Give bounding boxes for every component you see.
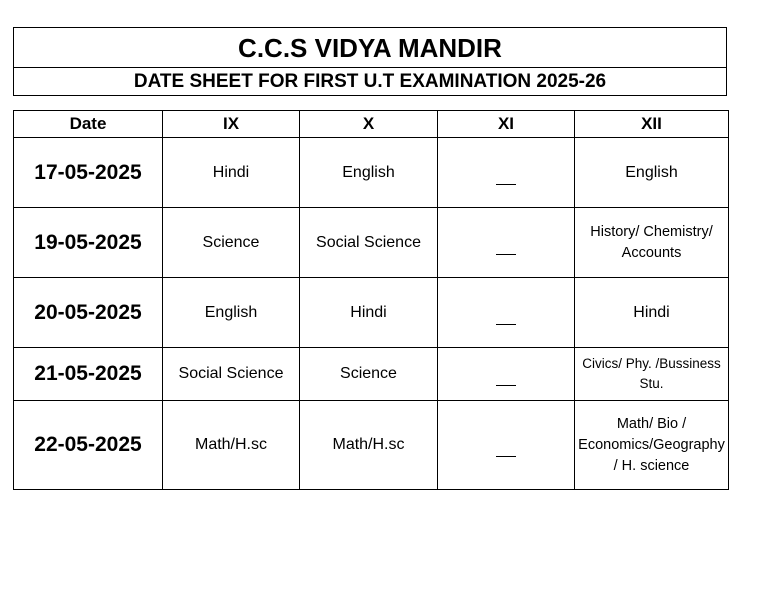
xi-subject-cell <box>438 348 575 401</box>
xii-subject-cell: Civics/ Phy. /Bussiness Stu. <box>575 348 729 401</box>
no-exam-dash <box>496 456 516 457</box>
date-cell: 20-05-2025 <box>14 278 163 348</box>
table-header-row <box>14 111 729 138</box>
x-subject-cell: English <box>300 138 438 208</box>
table-row <box>14 278 729 348</box>
xii-subject-cell: English <box>575 138 729 208</box>
table-row <box>14 138 729 208</box>
column-header-x: X <box>300 111 438 138</box>
date-cell: 17-05-2025 <box>14 138 163 208</box>
ix-subject-cell: Math/H.sc <box>163 401 300 490</box>
xi-subject-cell <box>438 138 575 208</box>
table-row <box>14 401 729 490</box>
ix-subject-cell: Hindi <box>163 138 300 208</box>
xi-subject-cell <box>438 401 575 490</box>
school-name: C.C.S VIDYA MANDIR <box>14 28 726 68</box>
no-exam-dash <box>496 184 516 185</box>
no-exam-dash <box>496 324 516 325</box>
ix-subject-cell: English <box>163 278 300 348</box>
ix-subject-cell: Social Science <box>163 348 300 401</box>
ix-subject-cell: Science <box>163 208 300 278</box>
date-cell: 22-05-2025 <box>14 401 163 490</box>
x-subject-cell: Hindi <box>300 278 438 348</box>
x-subject-cell: Science <box>300 348 438 401</box>
table-row <box>14 208 729 278</box>
column-header-ix: IX <box>163 111 300 138</box>
xii-subject-cell: Math/ Bio / Economics/Geography / H. science <box>575 401 729 490</box>
x-subject-cell: Social Science <box>300 208 438 278</box>
x-subject-cell: Math/H.sc <box>300 401 438 490</box>
column-header-xii: XII <box>575 111 729 138</box>
table-row <box>14 348 729 401</box>
xii-subject-cell: Hindi <box>575 278 729 348</box>
xii-subject-cell: History/ Chemistry/ Accounts <box>575 208 729 278</box>
date-cell: 19-05-2025 <box>14 208 163 278</box>
sheet-title: DATE SHEET FOR FIRST U.T EXAMINATION 2025-26 <box>133 71 607 92</box>
no-exam-dash <box>496 254 516 255</box>
column-header-date: Date <box>14 111 163 138</box>
date-cell: 21-05-2025 <box>14 348 163 401</box>
date-sheet-table <box>13 110 729 490</box>
header-box <box>13 27 727 96</box>
xi-subject-cell <box>438 208 575 278</box>
column-header-xi: XI <box>438 111 575 138</box>
no-exam-dash <box>496 385 516 386</box>
xi-subject-cell <box>438 278 575 348</box>
